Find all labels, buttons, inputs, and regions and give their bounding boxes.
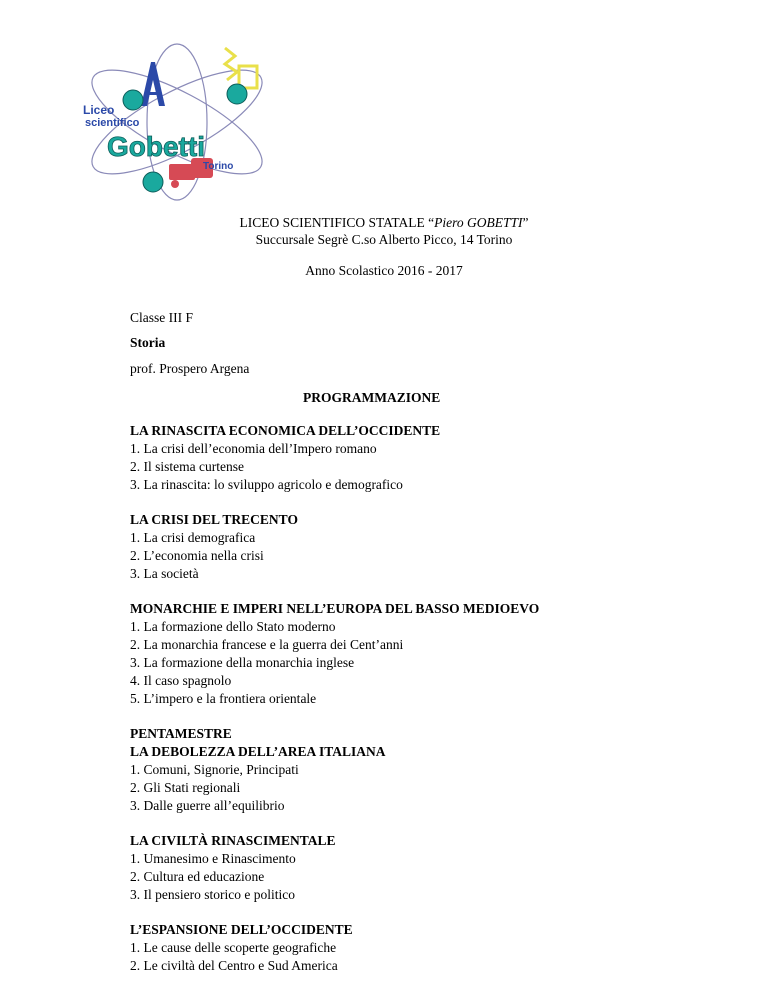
- section-item: 3. Il pensiero storico e politico: [130, 887, 295, 902]
- program-sections: [130, 422, 730, 992]
- section-item: 1. Comuni, Signorie, Principati: [130, 762, 299, 777]
- school-address: Succursale Segrè C.so Alberto Picco, 14 Torino: [255, 232, 513, 247]
- teacher-label: prof. Prospero Argena: [130, 361, 250, 376]
- school-name: LICEO SCIENTIFICO STATALE “Piero GOBETTI”: [239, 215, 529, 230]
- section-item: 1. Umanesimo e Rinascimento: [130, 851, 296, 866]
- school-year: Anno Scolastico 2016 - 2017: [305, 263, 463, 278]
- program-section: [130, 422, 730, 494]
- program-section: [130, 511, 730, 583]
- subject-label: Storia: [130, 335, 166, 350]
- section-title: PENTAMESTRE: [130, 726, 232, 741]
- section-item: 1. La crisi dell’economia dell’Impero romano: [130, 441, 377, 456]
- section-title: LA DEBOLEZZA DELL’AREA ITALIANA: [130, 744, 386, 759]
- eiffel-tower-icon: [141, 62, 165, 106]
- section-title: MONARCHIE E IMPERI NELL’EUROPA DEL BASSO MEDIOEVO: [130, 601, 540, 616]
- structure-icon: [225, 48, 257, 88]
- section-item: 2. Gli Stati regionali: [130, 780, 241, 795]
- logo-city: Torino: [203, 161, 234, 172]
- section-title: LA CRISI DEL TRECENTO: [130, 512, 298, 527]
- program-section: [130, 600, 730, 708]
- class-label: Classe III F: [130, 310, 193, 325]
- section-item: 3. La rinascita: lo sviluppo agricolo e demografico: [130, 477, 403, 492]
- school-logo: [75, 34, 280, 204]
- section-item: 1. La crisi demografica: [130, 530, 256, 545]
- section-item: 4. Il caso spagnolo: [130, 673, 232, 688]
- section-title: L’ESPANSIONE DELL’OCCIDENTE: [130, 922, 353, 937]
- program-section: [130, 921, 730, 975]
- section-item: 2. La monarchia francese e la guerra dei Cent’anni: [130, 637, 404, 652]
- program-section: [130, 832, 730, 904]
- section-title: LA RINASCITA ECONOMICA DELL’OCCIDENTE: [130, 423, 441, 438]
- section-item: 3. La società: [130, 566, 199, 581]
- section-item: 1. La formazione dello Stato moderno: [130, 619, 336, 634]
- document-heading: PROGRAMMAZIONE: [303, 390, 441, 405]
- section-item: 2. Cultura ed educazione: [130, 869, 265, 884]
- section-item: 1. Le cause delle scoperte geografiche: [130, 940, 337, 955]
- section-item: 2. Il sistema curtense: [130, 459, 244, 474]
- logo-line1: Liceo: [83, 103, 115, 117]
- logo-name: Gobetti: [107, 131, 205, 162]
- section-title: LA CIVILTÀ RINASCIMENTALE: [130, 833, 336, 848]
- section-item: 3. La formazione della monarchia inglese: [130, 655, 355, 670]
- section-item: 2. Le civiltà del Centro e Sud America: [130, 958, 338, 973]
- section-item: 5. L’impero e la frontiera orientale: [130, 691, 317, 706]
- section-item: 2. L’economia nella crisi: [130, 548, 264, 563]
- logo-line2: scientifico: [85, 117, 140, 129]
- section-item: 3. Dalle guerre all’equilibrio: [130, 798, 285, 813]
- program-section: [130, 725, 730, 815]
